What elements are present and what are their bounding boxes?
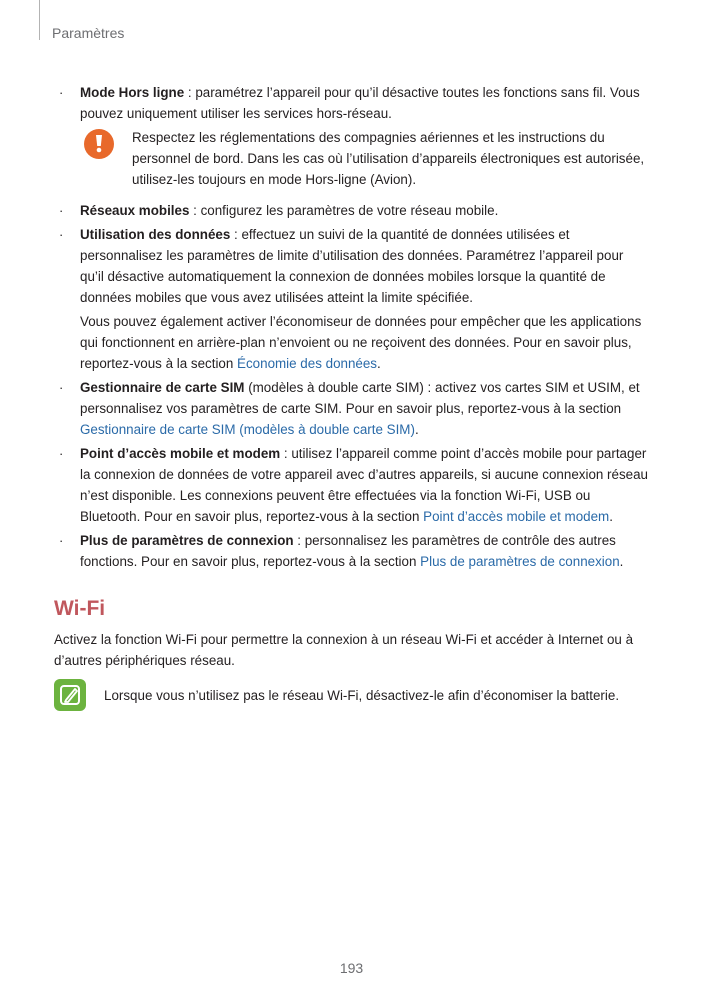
bullet-dot: · <box>59 533 64 548</box>
term: Point d’accès mobile et modem <box>80 446 281 461</box>
page-content <box>54 82 648 706</box>
tip-note <box>54 685 648 706</box>
section-title-wifi: Wi-Fi <box>54 597 106 620</box>
item-text: (modèles à double carte SIM) : activez vos cartes SIM et USIM, et personnalisez vos paramètres de carte SIM. Pour en savoir plus, reportez-vous à la section <box>80 380 640 416</box>
list-item-mode-hors-ligne <box>54 82 648 124</box>
item-text: : configurez les paramètres de votre réseau mobile. <box>189 203 499 218</box>
list-item-plus-parametres <box>54 530 648 572</box>
running-header: Paramètres <box>52 25 125 41</box>
term: Mode Hors ligne <box>80 85 185 100</box>
punctuation: . <box>377 356 381 371</box>
item-text: : effectuez un suivi de la quantité de données utilisées et personnalisez les paramètres de limite d’utilisation des données. Paramétrez l’appareil pour qu’il désactive automatiquement la connexion de données mobiles lorsque la quantité de données mobiles que vous avez utilisées atteint la limite spécifiée. <box>80 227 624 305</box>
page-margin-rule <box>39 0 40 40</box>
bullet-dot: · <box>59 446 64 461</box>
pencil-note-icon <box>54 679 86 711</box>
punctuation: . <box>619 554 624 569</box>
list-item-gestionnaire-sim <box>54 377 648 440</box>
wifi-intro: Activez la fonction Wi-Fi pour permettre la connexion à un réseau Wi-Fi et accéder à Internet ou à d’autres périphériques réseau. <box>54 632 634 668</box>
link-point-acces[interactable]: Point d’accès mobile et modem <box>423 509 610 524</box>
term: Plus de paramètres de connexion <box>80 533 294 548</box>
punctuation: . <box>609 509 613 524</box>
item-text: : utilisez l’appareil comme point d’accès mobile pour partager la connexion de données de votre appareil avec d’autres appareils, si aucune connexion réseau n’est disponible. Les connexions peuvent être effectuées via la fonction Wi-Fi, USB ou Bluetooth. Pour en savoir plus, reportez-vous à la section <box>80 446 648 524</box>
link-plus-parametres[interactable]: Plus de paramètres de connexion <box>420 554 620 569</box>
item-text: : personnalisez les paramètres de contrôle des autres fonctions. Pour en savoir plus, reportez-vous à la section <box>80 533 616 569</box>
warning-icon <box>84 129 114 159</box>
sub-text: Vous pouvez également activer l’économiseur de données pour empêcher que les applications qui fonctionnent en arrière-plan n’envoient ou ne reçoivent des données. Pour en savoir plus, reportez-vous à la section <box>80 314 642 371</box>
link-gestionnaire-sim[interactable]: Gestionnaire de carte SIM (modèles à double carte SIM) <box>80 422 415 437</box>
warning-text: Respectez les réglementations des compagnies aériennes et les instructions du personnel de bord. Dans les cas où l’utilisation d’appareils électroniques est autorisée, utilisez-les toujours en mode Hors-ligne (Avion). <box>132 130 645 187</box>
link-economie-donnees[interactable]: Économie des données <box>237 356 378 371</box>
item-text: : paramétrez l’appareil pour qu’il désactive toutes les fonctions sans fil. Vous pouvez uniquement utiliser les services hors-réseau. <box>80 85 640 121</box>
bullet-dot: · <box>59 203 64 218</box>
warning-note <box>80 127 648 190</box>
bullet-dot: · <box>59 380 64 395</box>
term: Réseaux mobiles <box>80 203 190 218</box>
list-item-reseaux-mobiles <box>54 200 648 221</box>
term: Gestionnaire de carte SIM <box>80 380 245 395</box>
page-number: 193 <box>339 960 364 976</box>
list-item-point-acces <box>54 443 648 527</box>
bullet-dot: · <box>59 227 64 242</box>
term: Utilisation des données <box>80 227 231 242</box>
bullet-dot: · <box>59 85 64 100</box>
punctuation: . <box>414 422 419 437</box>
tip-text: Lorsque vous n’utilisez pas le réseau Wi-Fi, désactivez-le afin d’économiser la batterie. <box>104 688 620 703</box>
list-item-utilisation-donnees <box>54 224 648 374</box>
